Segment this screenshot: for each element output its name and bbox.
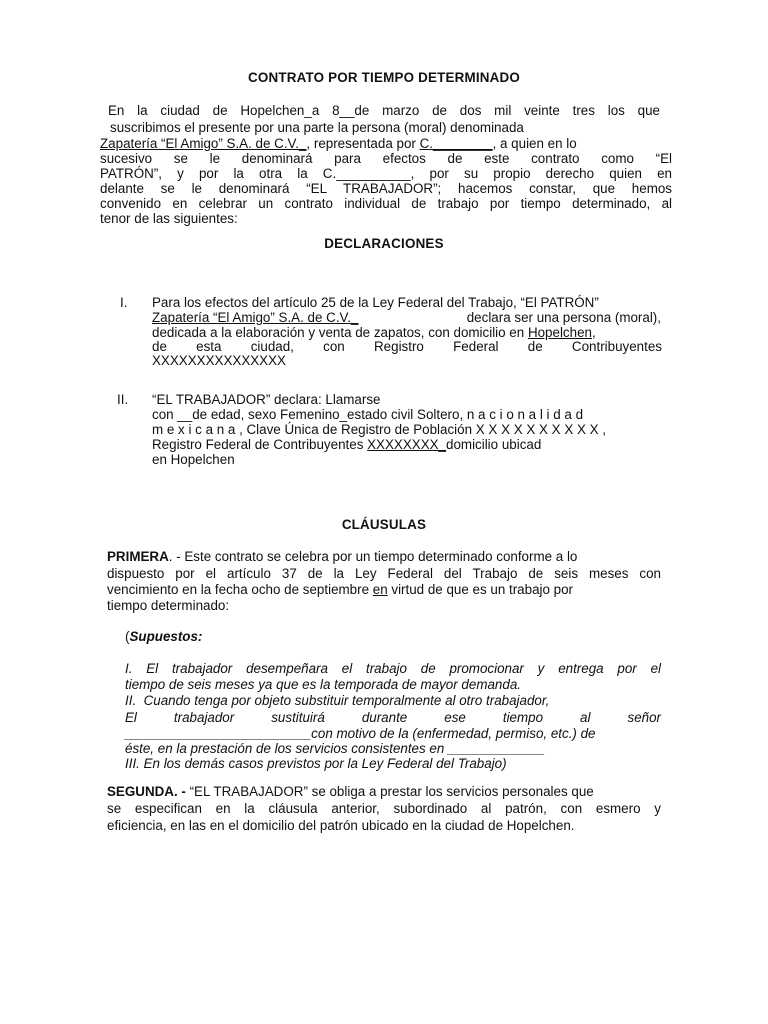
clause-text: vencimiento en la fecha ocho de septiembre: [107, 582, 373, 597]
primera-line-4: tiempo determinado:: [107, 598, 230, 613]
intro-line-4: sucesivo se le denominará para efectos de este contrato como “El: [100, 151, 672, 166]
clause-text: . - Este contrato se celebra por un tiempo determinado conforme a lo: [168, 549, 578, 564]
representative-blank: C.________: [419, 136, 493, 151]
patron-name: Zapatería “El Amigo” S.A. de C.V._: [100, 136, 307, 151]
intro-text: , representada por: [306, 136, 416, 151]
declaration-text: con __de edad, sexo Femenino_estado civil Soltero: [152, 407, 460, 422]
rfc-blank: XXXXXXXX_: [367, 437, 447, 452]
clause-text: virtud de que es un trabajo por: [387, 582, 574, 597]
declaration-ii-line-5: en Hopelchen: [152, 452, 235, 467]
clause-text: “EL TRABAJADOR” se obliga a prestar los servicios personales que: [185, 784, 594, 799]
patron-name: Zapatería “El Amigo” S.A. de C.V._: [152, 310, 359, 325]
declaration-i-line-3: [152, 325, 596, 340]
supuestos-label: Supuestos:: [129, 629, 203, 644]
declaration-text: ,: [459, 407, 464, 422]
supuesto-iii-line-1: III. En los demás casos previstos por la Ley Federal del Trabajo): [125, 756, 507, 771]
supuesto-ii-line-3: _________________________con motivo de la (enfermedad, permiso, etc.) de: [125, 726, 596, 741]
supuestos-heading: [125, 629, 202, 644]
paren: (: [125, 629, 130, 644]
segunda-line-2: se especifican en la cláusula anterior, subordinado al patrón, con esmero y: [107, 801, 661, 816]
declaration-text: Registro Federal de Contribuyentes: [152, 437, 368, 452]
declaration-text: domicilio ubicad: [446, 437, 542, 452]
supuesto-i-line-2: tiempo de seis meses ya que es la temporada de mayor demanda.: [125, 677, 521, 692]
intro-line-1: En la ciudad de Hopelchen_a 8__de marzo de dos mil veinte tres los que: [108, 103, 660, 118]
declaration-text: dedicada a la elaboración y venta de zapatos, con domicilio en: [152, 325, 528, 340]
declaration-ii-line-3: m e x i c a n a , Clave Única de Registro de Población X X X X X X X X X X ,: [152, 422, 607, 437]
intro-line-3: [100, 136, 577, 151]
supuesto-ii-line-4: éste, en la prestación de los servicios consistentes en _____________: [125, 741, 545, 756]
intro-line-7: convenido en celebrar un contrato individual de trabajo por tiempo determinado, al: [100, 196, 672, 211]
primera-label: PRIMERA: [107, 549, 169, 564]
declaration-text: ,: [591, 325, 596, 340]
primera-line-1: [107, 549, 661, 564]
intro-text: , a quien en lo: [492, 136, 577, 151]
primera-line-3: [107, 582, 573, 597]
primera-line-2: dispuesto por el artículo 37 de la Ley Federal del Trabajo de seis meses con: [107, 566, 661, 581]
declaration-ii-number: II.: [117, 392, 129, 407]
intro-line-5: PATRÓN”, y por la otra la C.__________, por su propio derecho quien en: [100, 166, 672, 181]
segunda-line-3: eficiencia, en las en el domicilio del patrón ubicado en la ciudad de Hopelchen.: [107, 818, 575, 833]
declaration-ii-line-2: [152, 407, 583, 422]
intro-line-8: tenor de las siguientes:: [100, 211, 238, 226]
declaration-text: declara ser una persona (moral),: [463, 310, 661, 325]
clause-text: en: [372, 582, 388, 597]
segunda-label: SEGUNDA. -: [107, 784, 186, 799]
supuesto-ii-line-1: II. Cuando tenga por objeto substituir temporalmente al otro trabajador,: [125, 693, 550, 708]
city-name: Hopelchen: [527, 325, 592, 340]
supuesto-ii-line-2: El trabajador sustituirá durante ese tiempo al señor: [125, 710, 661, 725]
declaraciones-heading: DECLARACIONES: [324, 236, 444, 251]
clausulas-heading: CLÁUSULAS: [341, 517, 427, 532]
declaration-ii-line-4: [152, 437, 541, 452]
document-title: CONTRATO POR TIEMPO DETERMINADO: [247, 70, 521, 85]
declaration-i-line-2: [152, 310, 661, 325]
intro-line-2: suscribimos el presente por una parte la persona (moral) denominada: [110, 120, 524, 135]
intro-line-6: delante se le denominará “EL TRABAJADOR”; hacemos constar, que hemos: [100, 181, 672, 196]
declaration-i-line-1: Para los efectos del artículo 25 de la Ley Federal del Trabajo, “El PATRÓN”: [152, 295, 599, 310]
declaration-i-number: I.: [120, 295, 128, 310]
declaration-i-line-4: de esta ciudad, con Registro Federal de Contribuyentes: [152, 339, 662, 354]
rfc-placeholder: XXXXXXXXXXXXXXX: [152, 353, 286, 368]
declaration-ii-line-1: “EL TRABAJADOR” declara: Llamarse: [152, 392, 381, 407]
segunda-line-1: [107, 784, 594, 799]
supuesto-i-line-1: I. El trabajador desempeñara el trabajo de promocionar y entrega por el: [125, 661, 661, 676]
declaration-text: n a c i o n a l i d a d: [463, 407, 584, 422]
